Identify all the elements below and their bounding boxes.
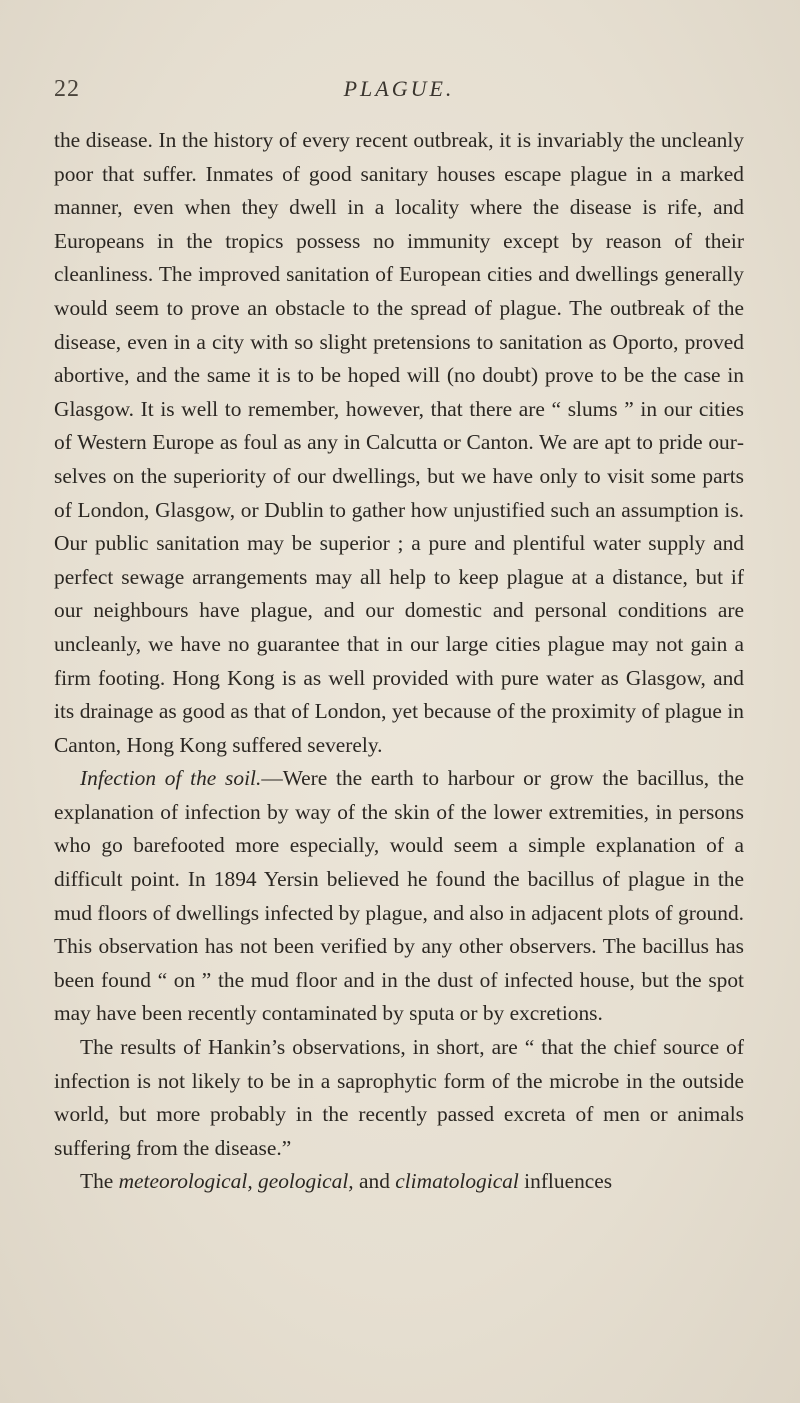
paragraph-soil-text: —Were the earth to harbour or grow the bacillus, the explanation of infection by way of the skin of the lower extremities, in persons who go barefooted more especially, would seem a simple explanation of a difficult point. In 1894 Yersin believed he found the bacillus of plague in the mud floors of dwellings infected by plague, and also in adjacent plots of ground. This observation has not been verified by any other observers. The bacillus has been found “ on ” the mud floor and in the dust of infected house, but the spot may have been recently contaminated by sputa or by excretions. <box>54 766 745 1026</box>
paragraph-soil-infection <box>54 762 744 1031</box>
running-title: PLAGUE. <box>343 76 455 101</box>
running-head <box>54 76 744 116</box>
body-text <box>54 124 744 1199</box>
paragraph-hankin: The results of Hankin’s observations, in short, are “ that the chief source of infection is not likely to be in a saprophytic form of the microbe in the outside world, but more probably in the recently passed excreta of men or animals suffering from the disease.” <box>54 1035 744 1160</box>
influences-em-2: climatological <box>395 1169 519 1194</box>
page-number: 22 <box>54 76 80 102</box>
influences-pre: The <box>80 1169 119 1194</box>
section-heading-soil: Infection of the soil. <box>80 766 262 791</box>
influences-mid: and <box>353 1169 396 1194</box>
paragraph-influences <box>54 1165 744 1199</box>
influences-post: influences <box>518 1169 613 1194</box>
paragraph-sanitation: the disease. In the history of every recent outbreak, it is invariably the uncleanly poor that suffer. Inmates of good sanitary houses escape plague in a marked manner, even when they dwell in a locality where the disease is rife, and Europeans in the tropics possess no immunity except by reason of their cleanliness. The improved sanitation of European cities and dwellings generally would seem to prove an obstacle to the spread of plague. The outbreak of the disease, even in a city with so slight pretensions to sanitation as Oporto, proved abortive, and the same it is to be hoped will (no doubt) prove to be the case in Glasgow. It is well to remember, however, that there are “ slums ” in our cities of Western Europe as foul as any in Calcutta or Canton. We are apt to pride ourselves on the superiority of our dwellings, but we have only to visit some parts of London, Glasgow, or Dublin to gather how unjustified such an assumption is. Our public sanitation may be superior ; a pure and plentiful water supply and perfect sewage arrangements may all help to keep plague at a distance, but if our neighbours have plague, and our domestic and personal conditions are uncleanly, we have no guarantee that in our large cities plague may not gain a firm footing. Hong Kong is as well provided with pure water as Glasgow, and its drainage as good as that of London, yet because of the proximity of plague in Canton, Hong Kong suffered severely. <box>54 128 744 757</box>
influences-em-1: meteorological, geological, <box>118 1169 354 1194</box>
